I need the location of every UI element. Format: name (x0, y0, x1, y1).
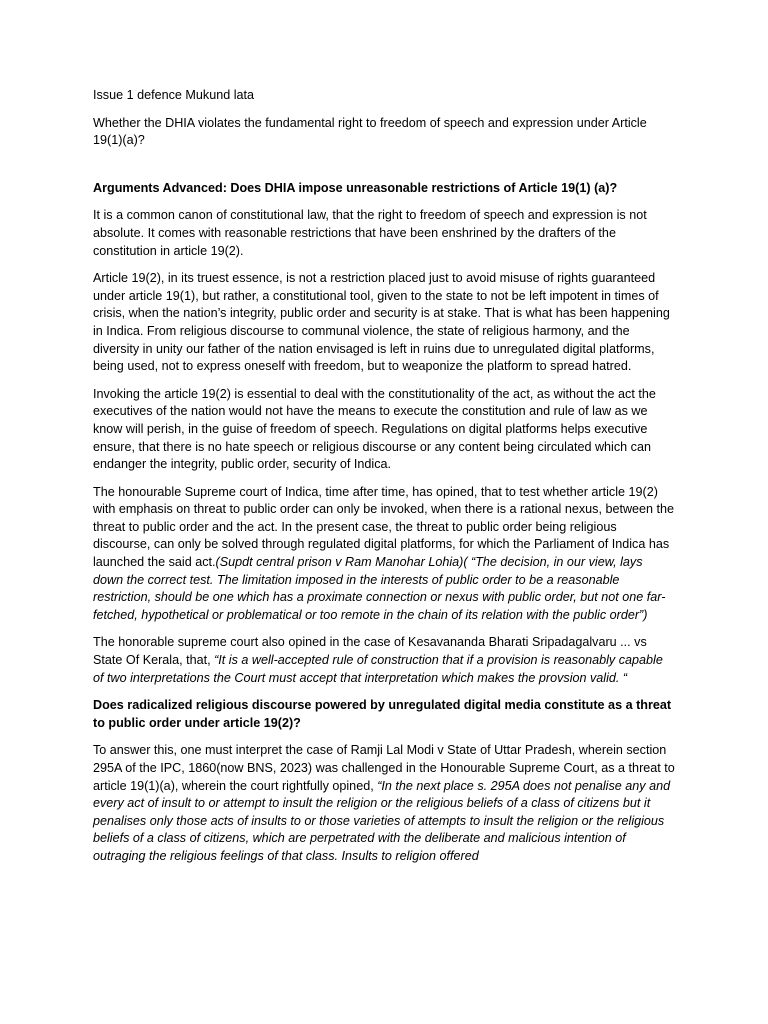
document-page (93, 87, 675, 876)
paragraph-5 (93, 634, 675, 687)
paragraph-5-text: The honorable supreme court also opined in the case of Kesavananda Bharati Sripadagalvaru ... vs State Of Kerala, that, (93, 635, 647, 668)
heading-arguments: Arguments Advanced: Does DHIA impose unreasonable restrictions of Article 19(1) (a)? (93, 180, 618, 195)
spacer (93, 160, 675, 180)
paragraph-6-text: To answer this, one must interpret the case of Ramji Lal Modi v State of Uttar Pradesh, wherein section 295A of the IPC, 1860(now BNS, 2023) was challenged in the Honourable Supreme Court, as a threat to article 19(1)(a), wherein the court rightfully opined, (93, 743, 675, 793)
paragraph-6-quote: “In the next place s. 295A does not penalise any and every act of insult to or attempt to insult the religion or the religious beliefs of a class of citizens but it penalises only those acts of insults to or those varieties of attempts to insult the religion or the religious beliefs of a class of citizens, which are perpetrated with the deliberate and malicious intention of outraging the religious feelings of that class. Insults to religion offered (93, 778, 671, 863)
paragraph-4-quote: (Supdt central prison v Ram Manohar Lohia)( “The decision, in our view, lays down the correct test. The limitation imposed in the interests of public order to be a reasonable restriction, should be one which has a proximate connection or nexus with public order, but not one far- fetched, hypothetical or problematical or too remote in the chain of its relation with the public order”) (93, 555, 666, 622)
paragraph-3: Invoking the article 19(2) is essential to deal with the constitutionality of the act, as without the act the executives of the nation would not have the means to execute the constitution and rule of law as we know will perish, in the guise of freedom of speech. Regulations on digital platforms helps executive ensure, that there is no hate speech or religious discourse or any content being circulated which can endanger the integrity, public order, security of Indica. (93, 386, 656, 472)
heading-radicalized: Does radicalized religious discourse powered by unregulated digital media constitute as a threat to public order under article 19(2)? (93, 698, 672, 730)
document-header: Issue 1 defence Mukund lata (93, 88, 255, 102)
paragraph-1: It is a common canon of constitutional law, that the right to freedom of speech and expression is not absolute. It comes with reasonable restrictions that have been enshrined by the drafters of the constitution in article 19(2). (93, 208, 647, 258)
paragraph-6 (93, 742, 675, 865)
issue-question: Whether the DHIA violates the fundamental right to freedom of speech and expression under Article 19(1)(a)? (93, 115, 647, 148)
paragraph-2: Article 19(2), in its truest essence, is not a restriction placed just to avoid misuse of rights guaranteed under article 19(1), but rather, a constitutional tool, given to the state to not be left impotent in times of crisis, when the nation’s integrity, public order and security is at stake. That is what has been happening in Indica. From religious discourse to communal violence, the state of religious harmony, and the diversity in unity our father of the nation envisaged is left in ruins due to unregulated digital platforms, being used, not to express oneself with freedom, but to weaponize the platform to spread hatred. (93, 271, 670, 374)
paragraph-4-text: The honourable Supreme court of Indica, time after time, has opined, that to test whether article 19(2) with emphasis on threat to public order can only be invoked, when there is a rational nexus, between the threat to public order and the act. In the present case, the threat to public order being religious discourse, can only be solved through regulated digital platforms, for which the Parliament of Indica has launched the said act. (93, 484, 675, 570)
paragraph-5-quote: “It is a well-accepted rule of construction that if a provision is reasonably capable of two interpretations the Court must accept that interpretation which makes the provsion valid. “ (93, 653, 663, 685)
paragraph-4 (93, 484, 675, 625)
